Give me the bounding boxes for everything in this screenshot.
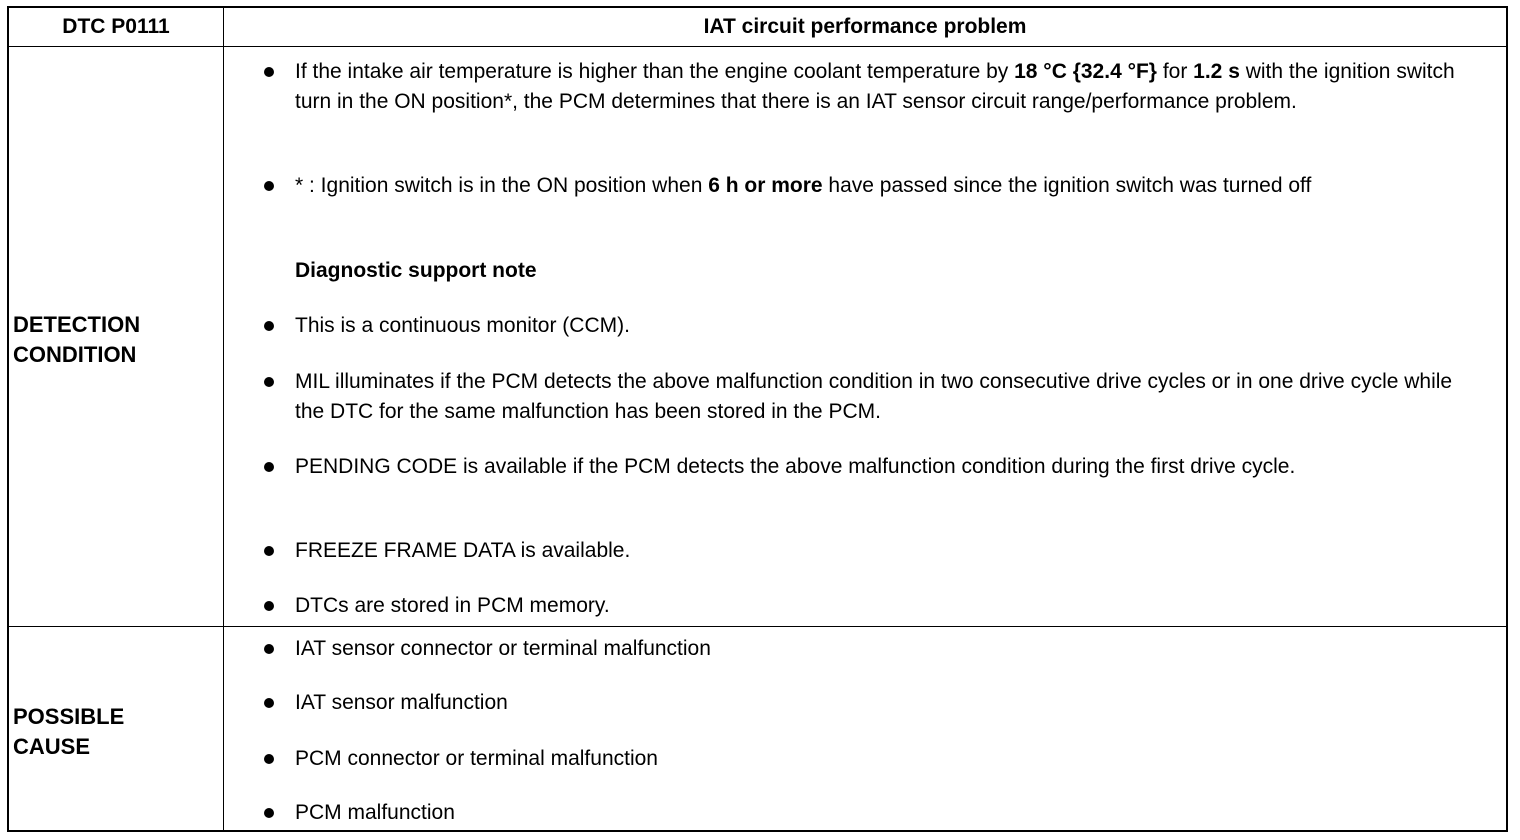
bullet-icon: [264, 546, 274, 556]
support-note-heading: Diagnostic support note: [295, 259, 537, 282]
bullet-icon: [264, 601, 274, 611]
bullet-icon: [264, 754, 274, 764]
bullet-icon: [264, 698, 274, 708]
cause-item: IAT sensor malfunction: [295, 691, 508, 714]
label-line: DETECTION: [13, 312, 141, 337]
detection-item-1: If the intake air temperature is higher than the engine coolant temperature by 18 °C {32.4 °F} for 1.2 s with the ignition switch turn in the ON position*, the PCM determines that there is an IAT sensor circuit range/performance problem.: [295, 60, 1455, 113]
bullet-icon: [264, 321, 274, 331]
bullet-icon: [264, 462, 274, 472]
detection-condition-label: [13, 310, 140, 370]
section-divider: [9, 626, 1506, 627]
label-line: CONDITION: [13, 342, 137, 367]
cause-item: PCM malfunction: [295, 801, 455, 824]
cause-item: IAT sensor connector or terminal malfunction: [295, 637, 711, 660]
note-item: PENDING CODE is available if the PCM detects the above malfunction condition during the first drive cycle.: [295, 455, 1296, 478]
label-line: POSSIBLE: [13, 704, 125, 729]
note-item: MIL illuminates if the PCM detects the above malfunction condition in two consecutive drive cycles or in one drive cycle while the DTC for the same malfunction has been stored in the PCM.: [295, 370, 1453, 423]
bullet-icon: [264, 644, 274, 654]
bullet-icon: [264, 67, 274, 77]
label-line: CAUSE: [13, 734, 91, 759]
dtc-title-header: IAT circuit performance problem: [703, 15, 1027, 38]
header-divider: [9, 46, 1506, 47]
note-item: This is a continuous monitor (CCM).: [295, 314, 630, 337]
possible-cause-label: [13, 702, 124, 762]
cause-item: PCM connector or terminal malfunction: [295, 747, 658, 770]
column-divider: [223, 8, 224, 830]
note-item: FREEZE FRAME DATA is available.: [295, 539, 631, 562]
bullet-icon: [264, 181, 274, 191]
detection-item-2: * : Ignition switch is in the ON position when 6 h or more have passed since the ignition switch was turned off: [295, 174, 1312, 197]
bullet-icon: [264, 377, 274, 387]
bullet-icon: [264, 808, 274, 818]
dtc-code-header: DTC P0111: [62, 15, 170, 38]
note-item: DTCs are stored in PCM memory.: [295, 594, 610, 617]
